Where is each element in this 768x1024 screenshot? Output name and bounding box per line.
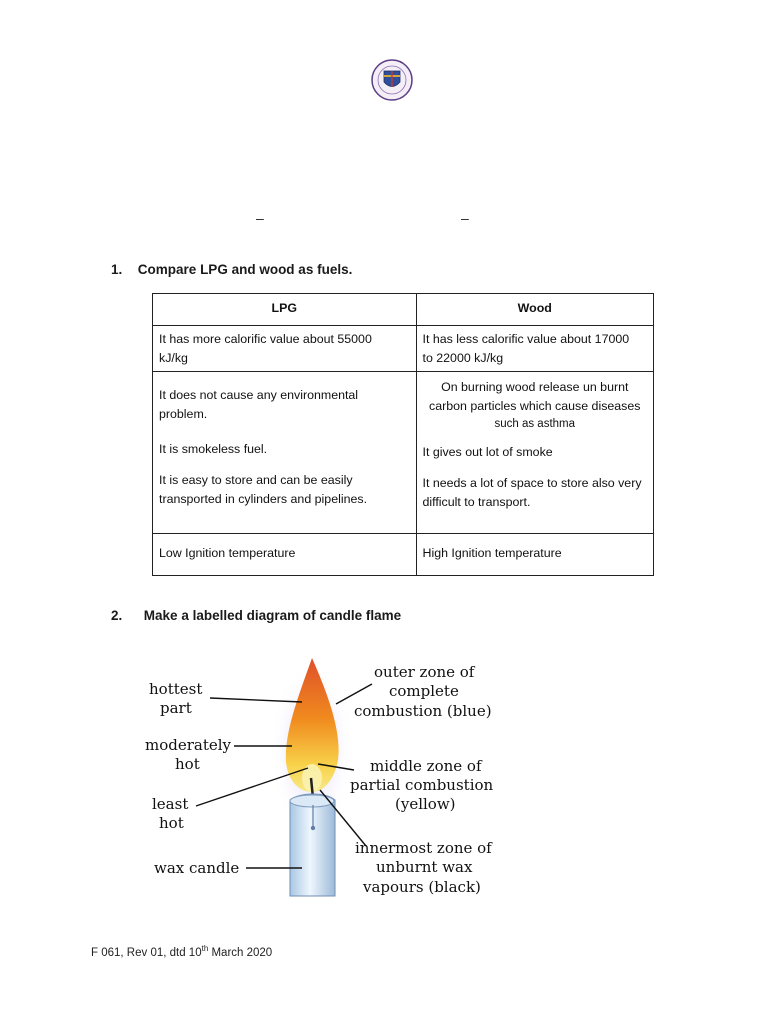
question-2-text: Make a labelled diagram of candle flame xyxy=(143,608,402,623)
cell-line: difficult to transport. xyxy=(422,495,531,509)
label-wax-candle: wax candle xyxy=(154,859,240,877)
question-1-text: Compare LPG and wood as fuels. xyxy=(137,262,353,277)
cell-line: It has more calorific value about 55000 xyxy=(159,332,372,346)
cell-line: It needs a lot of space to store also very xyxy=(422,476,642,490)
header-dash-right: – xyxy=(461,210,469,226)
question-2-number: 2. xyxy=(111,608,123,623)
table-header-lpg: LPG xyxy=(153,294,417,326)
cell-line: to 22000 kJ/kg xyxy=(422,351,504,365)
table-cell xyxy=(153,326,417,372)
footer-sup: th xyxy=(201,944,209,953)
label-middle-2: partial combustion xyxy=(350,776,494,794)
cell-line: It does not cause any environmental xyxy=(159,388,359,402)
cell-line: transported in cylinders and pipelines. xyxy=(159,492,368,506)
label-middle-3: (yellow) xyxy=(395,795,456,813)
candle-top xyxy=(290,795,334,807)
cell-line: Low Ignition temperature xyxy=(159,546,296,560)
label-inner-3: vapours (black) xyxy=(363,878,481,896)
label-least-1: least xyxy=(152,795,189,813)
label-outer-1: outer zone of xyxy=(374,663,475,681)
cell-line: It is easy to store and can be easily xyxy=(159,473,353,487)
footer-text: F 061, Rev 01, dtd 10 xyxy=(91,946,202,959)
table-cell xyxy=(416,372,654,534)
cell-line: kJ/kg xyxy=(159,351,188,365)
header-dash-left: – xyxy=(256,210,264,226)
table-row xyxy=(153,372,654,534)
comparison-table xyxy=(152,293,654,576)
label-least-2: hot xyxy=(159,814,184,832)
cell-line: It gives out lot of smoke xyxy=(422,445,553,459)
cell-line: carbon particles which cause diseases xyxy=(429,399,641,413)
question-1 xyxy=(111,262,352,277)
school-crest-icon xyxy=(368,58,416,102)
question-2 xyxy=(111,608,401,623)
cell-line: It has less calorific value about 17000 xyxy=(422,332,630,346)
label-middle-1: middle zone of xyxy=(370,757,482,775)
wax-drip-drop xyxy=(311,826,315,830)
candle-flame-diagram xyxy=(130,650,510,900)
label-hottest-2: part xyxy=(160,699,192,717)
table-cell xyxy=(416,326,654,372)
table-cell xyxy=(153,372,417,534)
label-moderately-1: moderately xyxy=(145,736,232,754)
cell-line: High Ignition temperature xyxy=(422,546,562,560)
label-outer-2: complete xyxy=(389,682,459,700)
label-hottest-1: hottest xyxy=(149,680,203,698)
label-inner-1: innermost zone of xyxy=(355,839,492,857)
cell-line: On burning wood release un burnt xyxy=(441,380,629,394)
label-outer-3: combustion (blue) xyxy=(354,702,492,720)
table-row xyxy=(153,534,654,576)
table-row xyxy=(153,326,654,372)
cell-line: It is smokeless fuel. xyxy=(159,442,268,456)
label-inner-2: unburnt wax xyxy=(376,858,473,876)
cell-line: such as asthma xyxy=(494,418,576,430)
table-header-wood: Wood xyxy=(416,294,654,326)
footer-revision xyxy=(91,944,272,959)
question-1-number: 1. xyxy=(111,262,123,277)
footer-tail: March 2020 xyxy=(208,946,273,959)
cell-line: problem. xyxy=(159,407,208,421)
label-moderately-2: hot xyxy=(175,755,200,773)
table-cell xyxy=(153,534,417,576)
table-cell xyxy=(416,534,654,576)
